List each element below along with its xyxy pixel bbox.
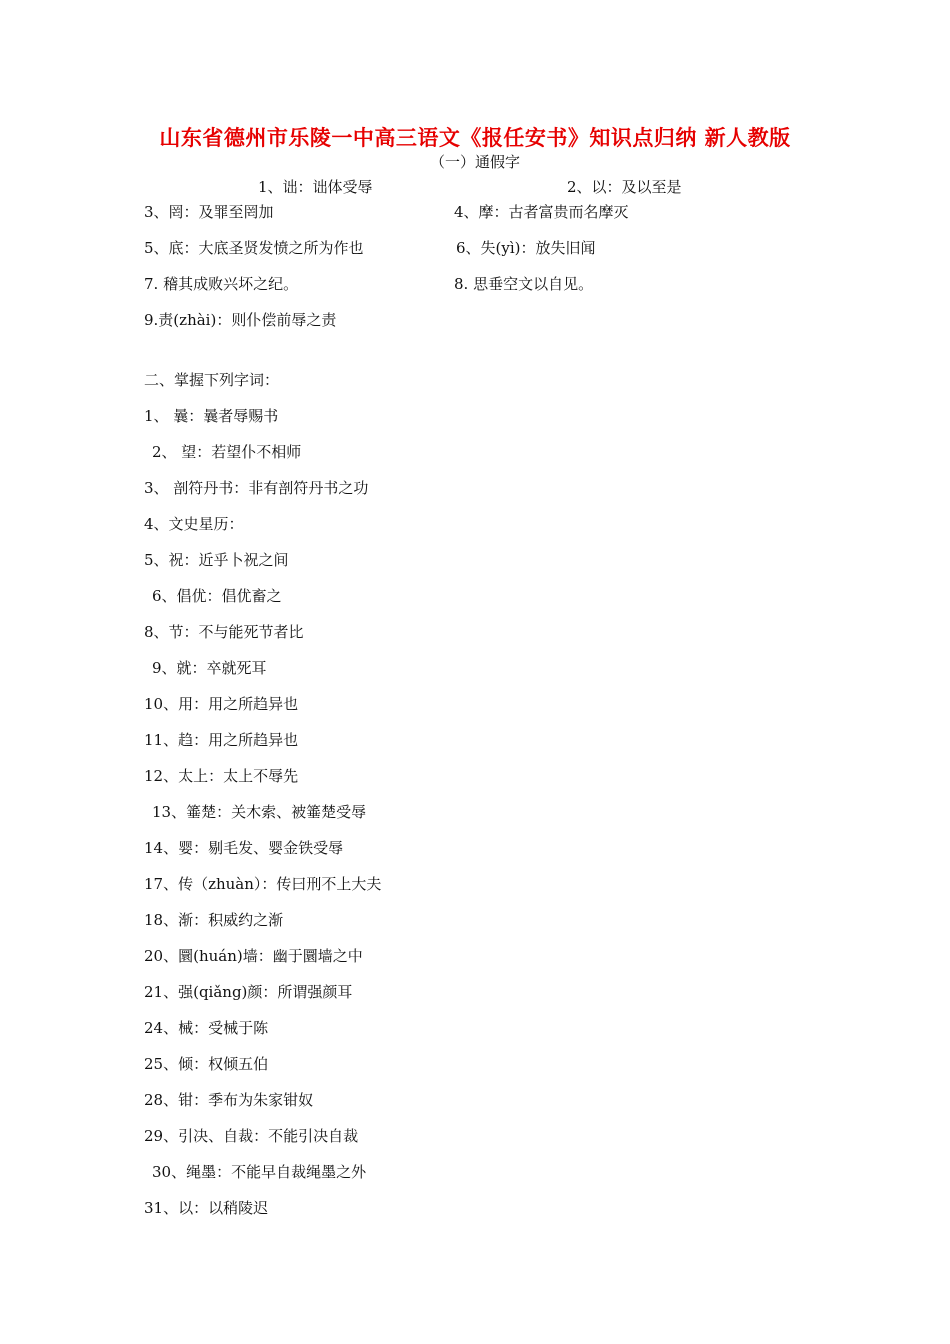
list-item: 21、强(qiǎng)颜：所谓强颜耳 [144, 983, 353, 1001]
list-item: 2、以：及以至是 [567, 178, 682, 196]
section-heading-words: 二、掌握下列字词： [144, 371, 280, 389]
list-item: 8、节：不与能死节者比 [144, 623, 304, 641]
list-item: 13、箠楚：关木索、被箠楚受辱 [152, 803, 367, 821]
list-item: 6、倡优：倡优畜之 [152, 587, 282, 605]
document-title: 山东省德州市乐陵一中高三语文《报任安书》知识点归纳 新人教版 [159, 126, 791, 150]
list-item: 6、失(yì)：放失旧闻 [456, 239, 596, 257]
list-item: 10、用：用之所趋异也 [144, 695, 299, 713]
list-item: 20、圜(huán)墙：幽于圜墙之中 [144, 947, 363, 965]
list-item: 11、趋：用之所趋异也 [144, 731, 299, 749]
list-item: 4、文史星历： [144, 515, 244, 533]
list-item: 5、祝：近乎卜祝之间 [144, 551, 289, 569]
list-item: 4、摩：古者富贵而名摩灭 [454, 203, 629, 221]
list-item: 1、 曩：曩者辱赐书 [144, 407, 279, 425]
list-item: 9.责(zhài)：则仆偿前辱之责 [144, 311, 337, 329]
list-item: 18、渐：积威约之渐 [144, 911, 284, 929]
list-item: 28、钳：季布为朱家钳奴 [144, 1091, 314, 1109]
list-item: 29、引决、自裁：不能引决自裁 [144, 1127, 359, 1145]
list-item: 14、婴：剔毛发、婴金铁受辱 [144, 839, 344, 857]
list-item: 7. 稽其成败兴坏之纪。 [144, 275, 299, 293]
list-item: 24、械：受械于陈 [144, 1019, 269, 1037]
list-item: 8. 思垂空文以自见。 [454, 275, 594, 293]
list-item: 25、倾：权倾五伯 [144, 1055, 269, 1073]
list-item: 12、太上：太上不辱先 [144, 767, 299, 785]
list-item: 2、 望：若望仆不相师 [152, 443, 302, 461]
list-item: 3、罔：及罪至罔加 [144, 203, 274, 221]
list-item: 30、绳墨：不能早自裁绳墨之外 [152, 1163, 367, 1181]
list-item: 3、 剖符丹书：非有剖符丹书之功 [144, 479, 369, 497]
list-item: 5、底：大底圣贤发愤之所为作也 [144, 239, 364, 257]
section-heading-tongjia: （一）通假字 [429, 153, 520, 171]
list-item: 1、诎：诎体受辱 [258, 178, 373, 196]
list-item: 31、以：以稍陵迟 [144, 1199, 269, 1217]
list-item: 17、传（zhuàn）：传曰刑不上大夫 [144, 875, 382, 893]
list-item: 9、就：卒就死耳 [152, 659, 267, 677]
